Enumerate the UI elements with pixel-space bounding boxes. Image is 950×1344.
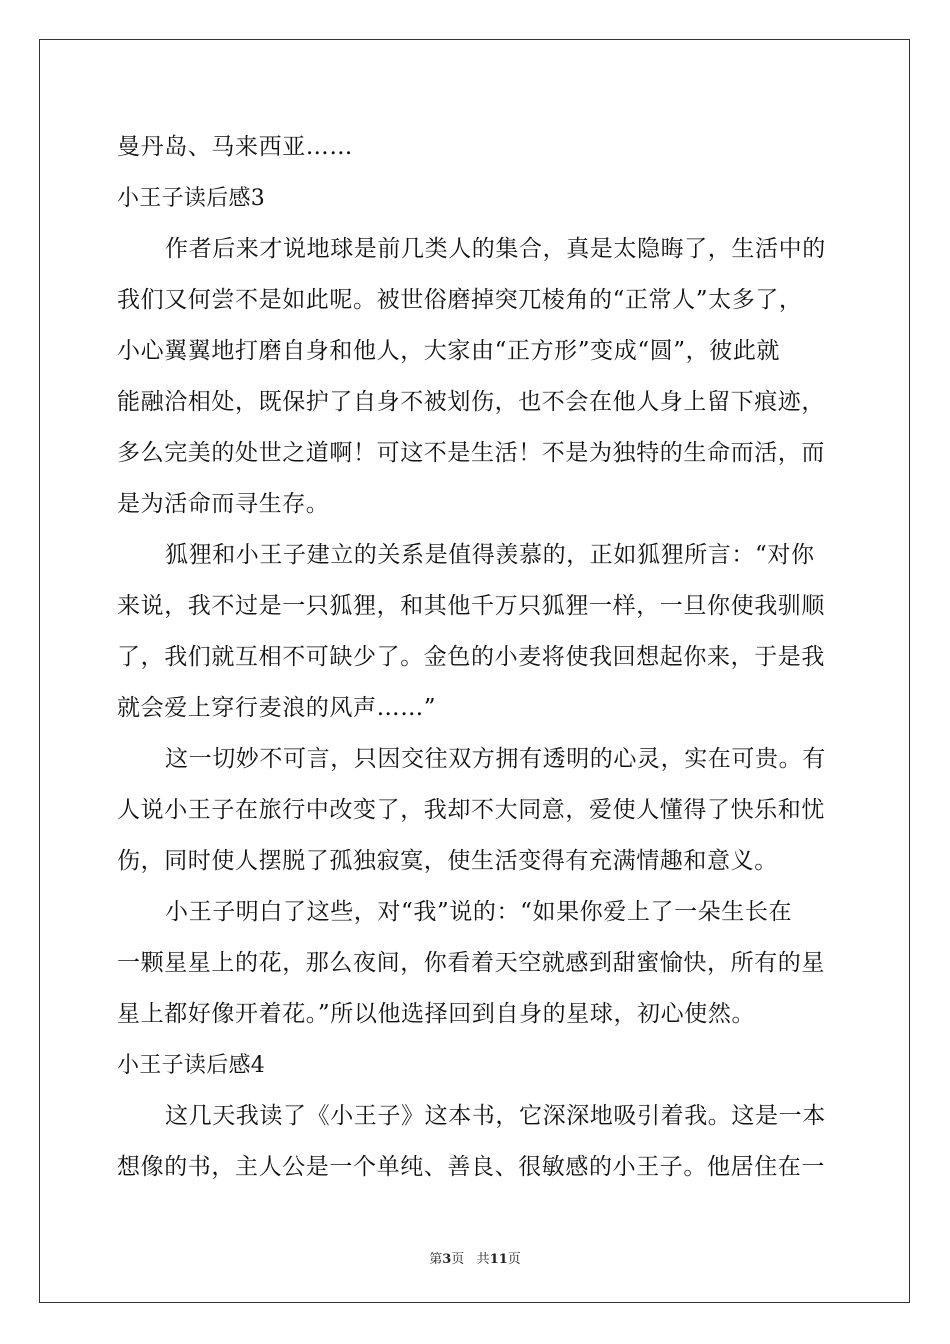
document-body	[117, 122, 833, 1193]
page-footer	[0, 1248, 950, 1267]
body-line: 多么完美的处世之道啊！可这不是生活！不是为独特的生命而活，而	[117, 440, 825, 466]
paragraph-first-line: 这几天我读了《小王子》这本书，它深深地吸引着我。这是一本	[165, 1103, 826, 1129]
body-line: 想像的书，主人公是一个单纯、善良、很敏感的小王子。他居住在一	[117, 1154, 825, 1180]
paragraph-first-line: 这一切妙不可言，只因交往双方拥有透明的心灵，实在可贵。有	[165, 746, 826, 772]
footer-total-prefix: 共	[476, 1252, 490, 1267]
body-line: 人说小王子在旅行中改变了，我却不大同意，爱使人懂得了快乐和忧	[117, 797, 825, 823]
body-line: 一颗星星上的花，那么夜间，你看着天空就感到甜蜜愉快，所有的星	[117, 950, 825, 976]
paragraph-first-line: 作者后来才说地球是前几类人的集合，真是太隐晦了，生活中的	[165, 236, 826, 262]
total-page-count: 11	[489, 1252, 508, 1267]
footer-total-suffix: 页	[507, 1252, 521, 1267]
body-line: 小心翼翼地打磨自身和他人，大家由“正方形”变成“圆”，彼此就	[117, 338, 781, 364]
body-line: 曼丹岛、马来西亚……	[117, 134, 353, 160]
body-line: 能融洽相处，既保护了自身不被划伤，也不会在他人身上留下痕迹，	[117, 389, 825, 415]
body-line: 来说，我不过是一只狐狸，和其他千万只狐狸一样，一旦你使我驯顺	[117, 593, 825, 619]
paragraph-first-line: 狐狸和小王子建立的关系是值得羡慕的，正如狐狸所言：“对你	[165, 542, 815, 568]
footer-page-suffix: 页	[451, 1252, 465, 1267]
body-line: 就会爱上穿行麦浪的风声……”	[117, 695, 437, 721]
body-line: 了，我们就互相不可缺少了。金色的小麦将使我回想起你来，于是我	[117, 644, 825, 670]
body-line: 是为活命而寻生存。	[117, 491, 330, 517]
section-heading-3: 小王子读后感3	[117, 186, 266, 211]
body-line: 我们又何尝不是如此呢。被世俗磨掉突兀棱角的“正常人”太多了，	[117, 287, 803, 313]
section-heading-4: 小王子读后感4	[117, 1053, 266, 1078]
body-line: 星上都好像开着花。”所以他选择回到自身的星球，初心使然。	[117, 1001, 756, 1027]
paragraph-first-line: 小王子明白了这些，对“我”说的：“如果你爱上了一朵生长在	[165, 899, 793, 925]
body-line: 伤，同时使人摆脱了孤独寂寞，使生活变得有充满情趣和意义。	[117, 848, 778, 874]
current-page-number: 3	[442, 1252, 452, 1267]
footer-prefix: 第	[429, 1252, 443, 1267]
